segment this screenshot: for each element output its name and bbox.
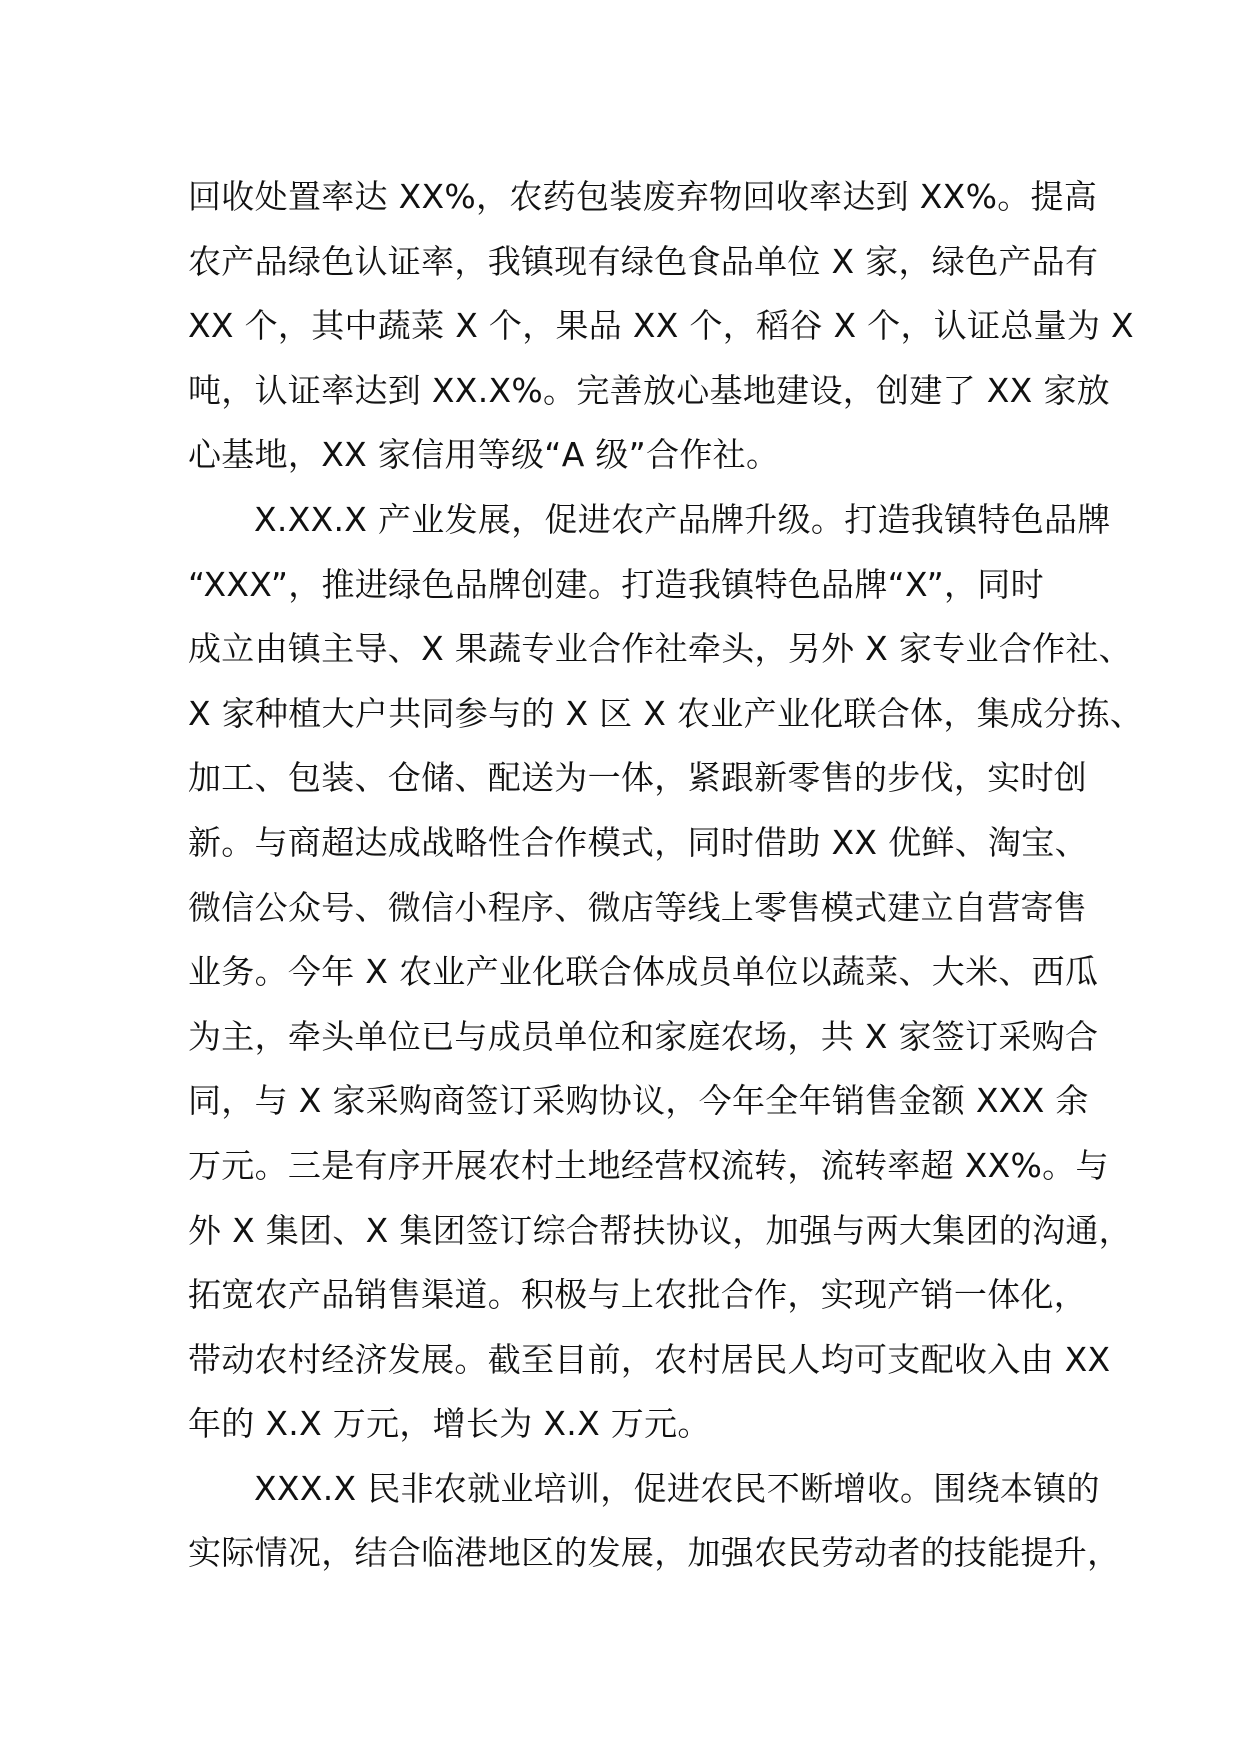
text-line: 同，与 X 家采购商签订采购协议，今年全年销售金额 XXX 余 [188,1081,1089,1121]
text-line: 心基地，XX 家信用等级“A 级”合作社。 [188,435,780,475]
text-line: 万元。三是有序开展农村土地经营权流转，流转率超 XX%。与 [188,1145,1109,1185]
text-line: 新。与商超达成战略性合作模式，同时借助 XX 优鲜、淘宝、 [188,822,1088,862]
text-line: 微信公众号、微信小程序、微店等线上零售模式建立自营寄售 [188,887,1088,927]
text-line: 实际情况，结合临港地区的发展，加强农民劳动者的技能提升， [188,1533,1121,1573]
text-line: 业务。今年 X 农业产业化联合体成员单位以蔬菜、大米、西瓜 [188,952,1099,992]
text-line: 吨，认证率达到 XX.X%。完善放心基地建设，创建了 XX 家放 [188,370,1110,410]
text-line-paragraph-start: X.XX.X 产业发展，促进农产品牌升级。打造我镇特色品牌 [254,499,1111,539]
text-line: “XXX”，推进绿色品牌创建。打造我镇特色品牌“X”，同时 [188,564,1044,604]
text-line: 年的 X.X 万元，增长为 X.X 万元。 [188,1404,711,1444]
text-line: 成立由镇主导、X 果蔬专业合作社牵头，另外 X 家专业合作社、 [188,629,1132,669]
text-line: 拓宽农产品销售渠道。积极与上农批合作，实现产销一体化， [188,1275,1088,1315]
text-line: X 家种植大户共同参与的 X 区 X 农业产业化联合体，集成分拣、 [188,693,1144,733]
body-text [188,165,1144,1586]
text-line-paragraph-start: XXX.X 民非农就业培训，促进农民不断增收。围绕本镇的 [254,1468,1100,1508]
text-line: 农产品绿色认证率，我镇现有绿色食品单位 X 家，绿色产品有 [188,241,1099,281]
text-line: 加工、包装、仓储、配送为一体，紧跟新零售的步伐，实时创 [188,758,1088,798]
text-line: 带动农村经济发展。截至目前，农村居民人均可支配收入由 XX [188,1339,1111,1379]
text-line: 回收处置率达 XX%，农药包装废弃物回收率达到 XX%。提高 [188,177,1098,216]
text-line: 为主，牵头单位已与成员单位和家庭农场，共 X 家签订采购合 [188,1016,1099,1056]
text-line: 外 X 集团、X 集团签订综合帮扶协议，加强与两大集团的沟通， [188,1210,1132,1250]
text-line: XX 个，其中蔬菜 X 个，果品 XX 个，稻谷 X 个，认证总量为 X [188,306,1134,346]
